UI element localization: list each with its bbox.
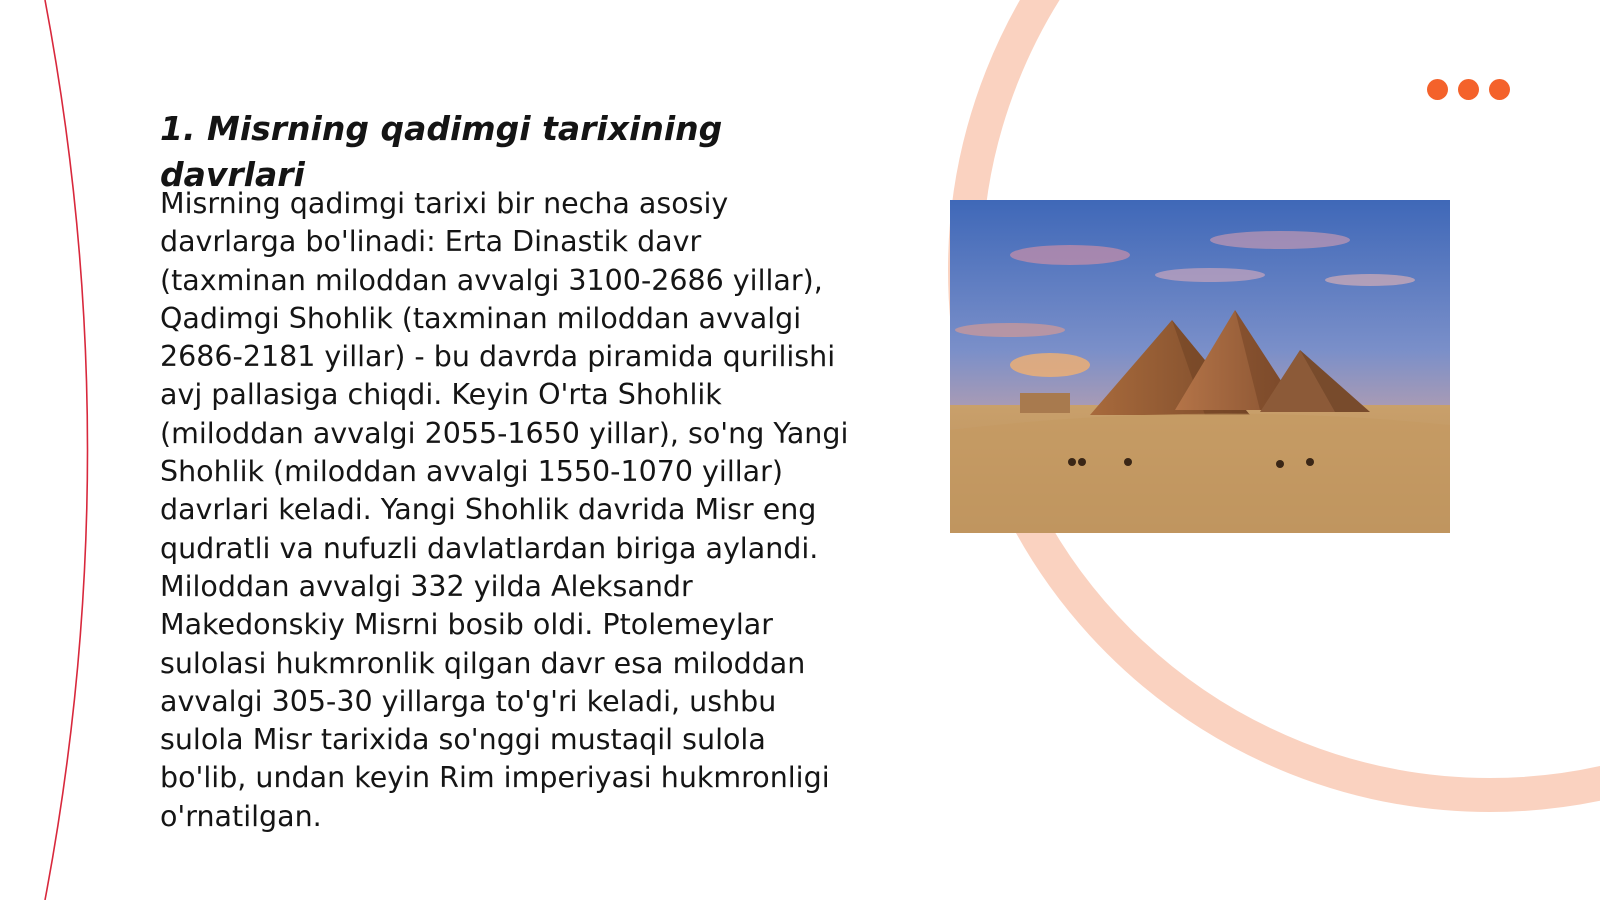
left-accent-line <box>45 0 88 900</box>
orange-dot <box>1458 79 1479 100</box>
orange-dot <box>1427 79 1448 100</box>
pyramids-image <box>950 200 1450 533</box>
slide-heading: 1. Misrning qadimgi tarixining davrlari <box>160 109 723 194</box>
orange-dot <box>1489 79 1510 100</box>
dots-ornament <box>1427 79 1510 100</box>
slide-body-text: Misrning qadimgi tarixi bir necha asosiy davrlarga bo'linadi: Erta Dinastik davr (taxminan miloddan avvalgi 3100-2686 yillar), Qadimgi Shohlik (taxminan miloddan avvalgi 2686-2181 yillar) - bu davrda piramida qurilishi avj pallasiga chiqdi. Keyin O'rta Shohlik (miloddan avvalgi 2055-1650 yillar), so'ng Yangi Shohlik (miloddan avvalgi 1550-1070 yillar) davrlari keladi. Yangi Shohlik davrida Misr eng qudratli va nufuzli davlatlardan biriga aylandi. Miloddan avvalgi 332 yilda Aleksandr Makedonskiy Misrni bosib oldi. Ptolemeylar sulolasi hukmronlik qilgan davr esa miloddan avvalgi 305-30 yillarga to'g'ri keladi, ushbu sulola Misr tarixida so'nggi mustaqil sulola bo'lib, undan keyin Rim imperiyasi hukmronligi o'rnatilgan. <box>160 187 849 833</box>
